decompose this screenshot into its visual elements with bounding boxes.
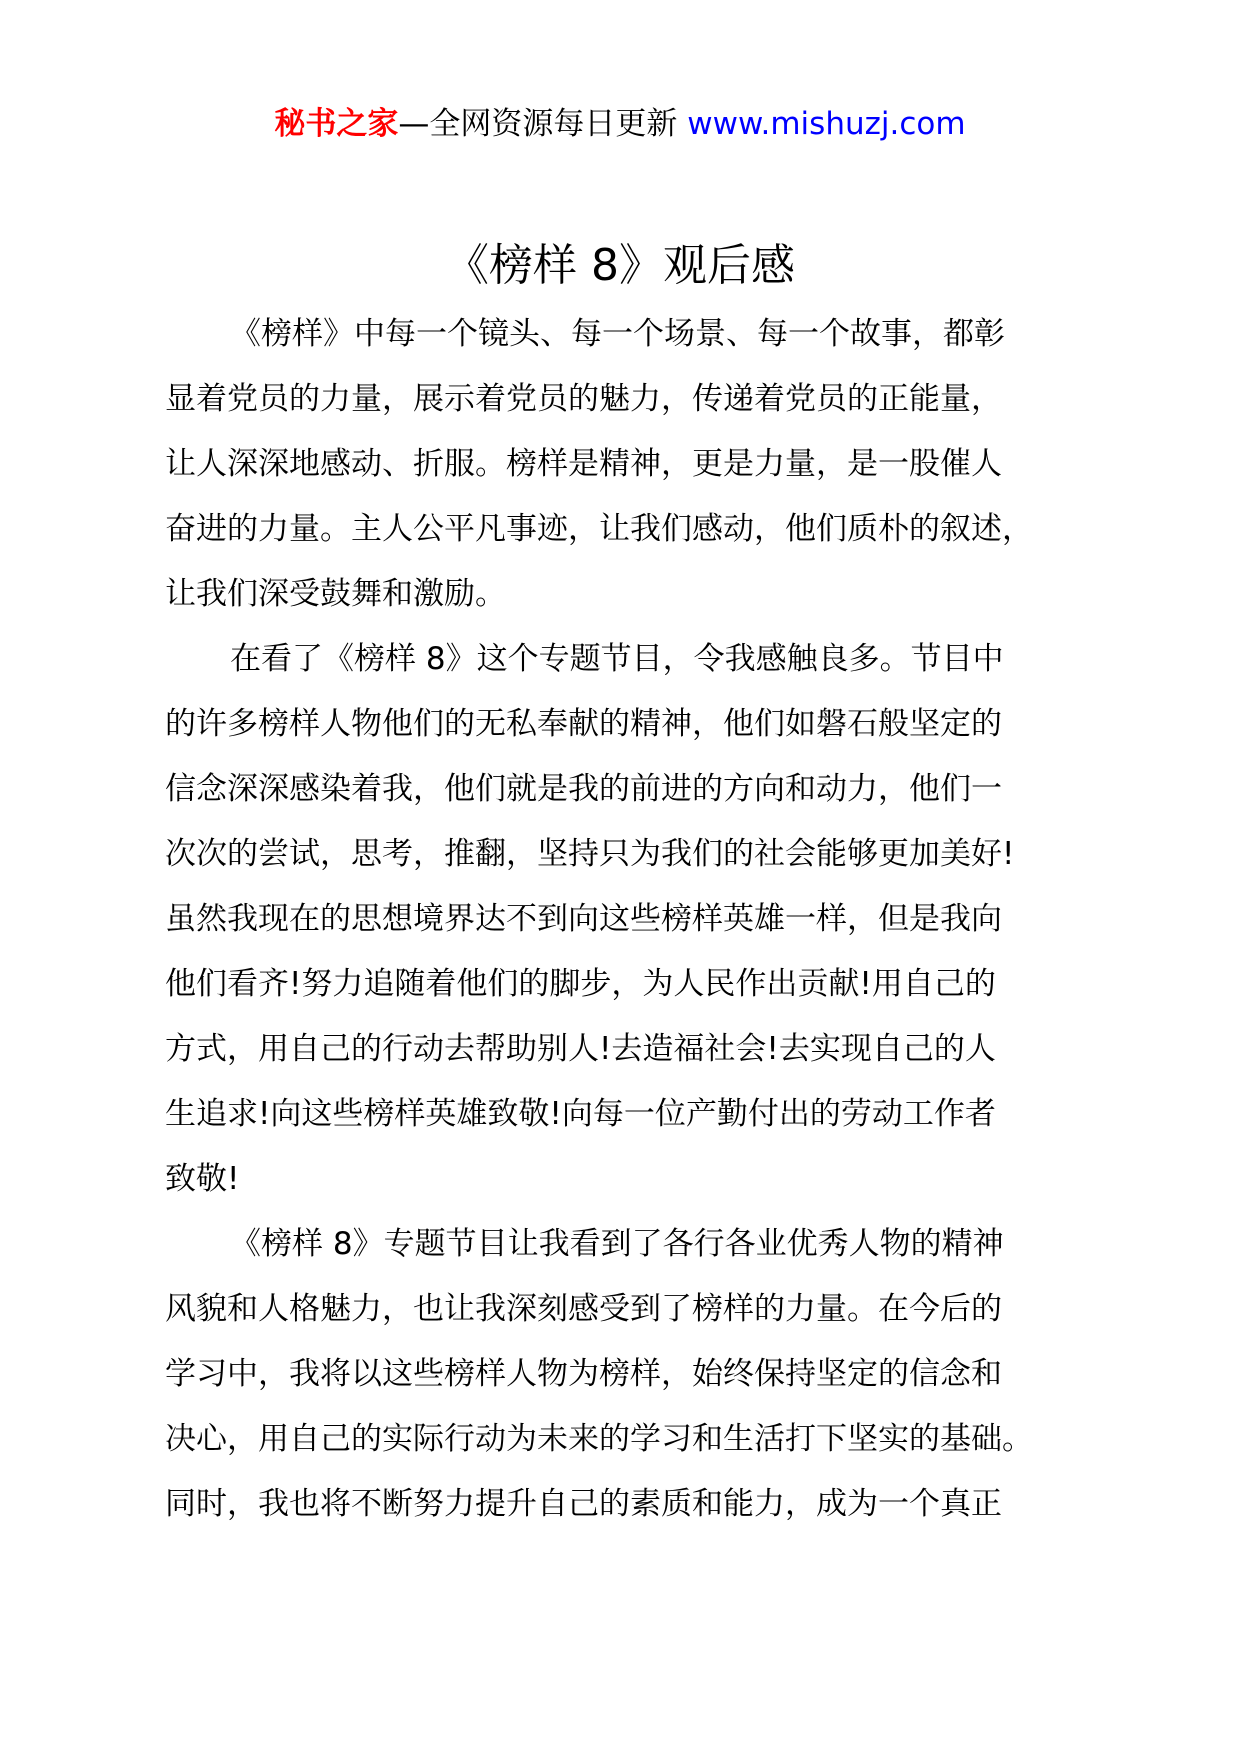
- paragraph-3: [165, 1212, 1110, 1537]
- text-line: 决心，用自己的实际行动为未来的学习和生活打下坚实的基础。: [165, 1421, 1033, 1457]
- text-line: 虽然我现在的思想境界达不到向这些榜样英雄一样，但是我向: [165, 901, 1002, 937]
- text-line: 致敬!: [165, 1161, 240, 1197]
- text-line: 的许多榜样人物他们的无私奉献的精神，他们如磐石般坚定的: [165, 706, 1002, 742]
- paragraph-1: [165, 302, 1110, 627]
- text-line: 学习中，我将以这些榜样人物为榜样，始终保持坚定的信念和: [165, 1356, 1002, 1392]
- text-line: 奋进的力量。主人公平凡事迹，让我们感动，他们质朴的叙述，: [165, 511, 1033, 547]
- site-url-link[interactable]: www.mishuzj.com: [687, 106, 966, 142]
- document-title: 《榜样 8》观后感: [445, 240, 795, 291]
- site-brand: 秘书之家: [274, 106, 399, 142]
- text-line: 让我们深受鼓舞和激励。: [165, 576, 506, 612]
- site-header: [0, 100, 1240, 148]
- text-line: 风貌和人格魅力，也让我深刻感受到了榜样的力量。在今后的: [165, 1291, 1002, 1327]
- text-line: 显着党员的力量，展示着党员的魅力，传递着党员的正能量，: [165, 381, 1002, 417]
- text-line: 让人深深地感动、折服。榜样是精神，更是力量，是一股催人: [165, 446, 1002, 482]
- site-slogan: —全网资源每日更新: [398, 106, 678, 142]
- text-line: 他们看齐!努力追随着他们的脚步，为人民作出贡献!用自己的: [165, 966, 996, 1002]
- text-line: 信念深深感染着我，他们就是我的前进的方向和动力，他们一: [165, 771, 1002, 807]
- text-line: 方式，用自己的行动去帮助别人!去造福社会!去实现自己的人: [165, 1031, 996, 1067]
- text-line: 同时，我也将不断努力提升自己的素质和能力，成为一个真正: [165, 1486, 1002, 1522]
- text-line: 《榜样 8》专题节目让我看到了各行各业优秀人物的精神: [230, 1226, 1004, 1262]
- text-line: 在看了《榜样 8》这个专题节目，令我感触良多。节目中: [230, 641, 1004, 677]
- text-line: 《榜样》中每一个镜头、每一个场景、每一个故事，都彰: [230, 316, 1005, 352]
- text-line: 次次的尝试，思考，推翻，坚持只为我们的社会能够更加美好!: [165, 836, 1015, 872]
- document-body: [165, 302, 1110, 1537]
- paragraph-2: [165, 627, 1110, 1212]
- text-line: 生追求!向这些榜样英雄致敬!向每一位产勤付出的劳动工作者: [165, 1096, 996, 1132]
